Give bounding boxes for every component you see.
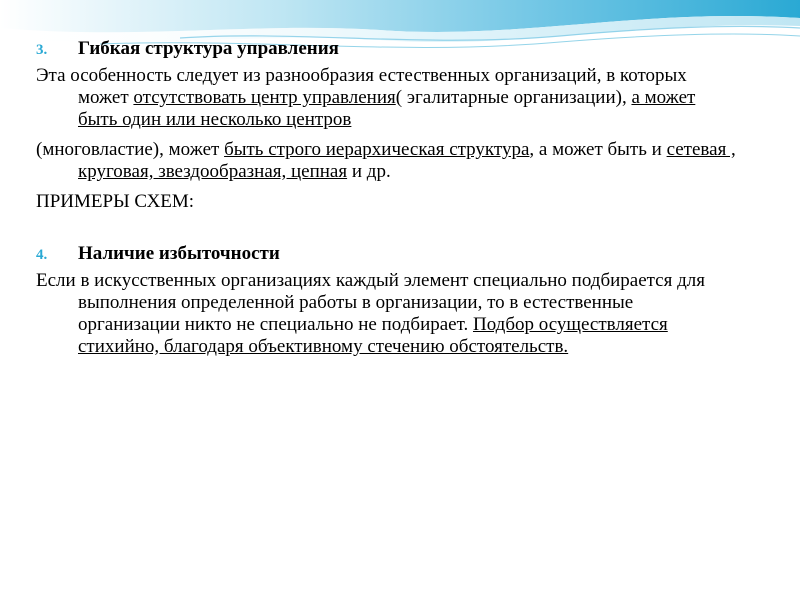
- text-segment: , а может быть и: [529, 139, 667, 160]
- section-3-heading: Гибкая структура управления: [78, 38, 339, 59]
- underlined-text: быть строго иерархическая структура: [224, 139, 530, 160]
- underlined-text: отсутствовать центр управления: [133, 87, 396, 108]
- section-4-heading-row: [36, 243, 736, 266]
- text-segment: ( эгалитарные организации),: [395, 87, 632, 108]
- underlined-text: Подбор осуществляется стихийно, благодаря объективному стечению обстоятельств.: [78, 314, 668, 357]
- text-segment: Эта особенность следует из разнообразия естественных организаций, в которых может: [36, 65, 687, 108]
- section-4-paragraph: [36, 270, 736, 358]
- underlined-text: сетевая , круговая, звездообразная, цепная: [78, 139, 736, 182]
- section-3-paragraph-2: [36, 139, 736, 183]
- section-4-number: 4.: [36, 247, 48, 263]
- section-3-heading-row: [36, 38, 736, 61]
- text-segment: и др.: [347, 161, 391, 182]
- text-segment: Если в искусственных организациях каждый элемент специально подбирается для выполнения определенной работы в организации, то в естественные организации никто не специально не подбирает.: [36, 270, 705, 335]
- text-segment: (многовластие), может: [36, 139, 225, 160]
- underlined-text: а может быть один или несколько центров: [78, 87, 696, 130]
- examples-label: ПРИМЕРЫ СХЕМ:: [36, 191, 195, 212]
- section-4-heading: Наличие избыточности: [78, 243, 280, 264]
- section-3-paragraph-1: [36, 65, 736, 131]
- section-3-number: 3.: [36, 42, 48, 58]
- slide-content: [36, 38, 736, 358]
